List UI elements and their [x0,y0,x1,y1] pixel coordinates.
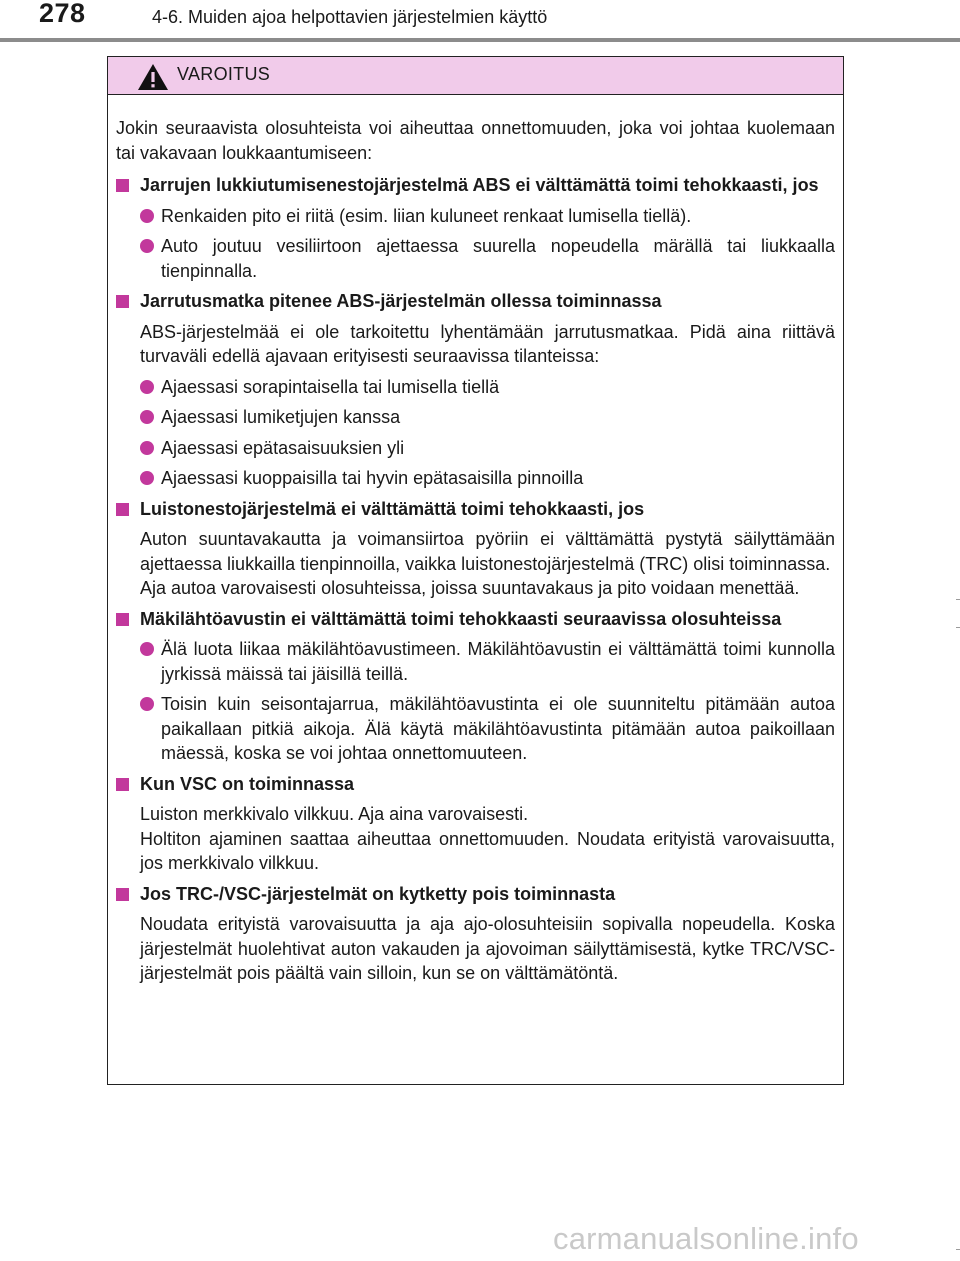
section-trc-vsc-off [116,882,835,986]
list-item: Toisin kuin seisontajarrua, mäkilähtöavustinta ei ole suunniteltu pitämään autoa paikallaan pitkiä aikoja. Älä käytä mäkilähtöavustinta pitämään autoa paikoillaan mäessä, koska se voi johtaa onnettomuuteen. [116,692,835,766]
square-bullet-icon [116,778,129,791]
section-trc [116,497,835,601]
margin-mark [956,1249,960,1250]
round-bullet-icon [140,239,154,253]
section-abs [116,173,835,283]
list-item: Ajaessasi sorapintaisella tai lumisella tiellä [116,375,835,400]
square-bullet-icon [116,179,129,192]
list-item: Ajaessasi lumiketjujen kanssa [116,405,835,430]
list-item: Älä luota liikaa mäkilähtöavustimeen. Mäkilähtöavustin ei välttämättä toimi kunnolla jyrkissä mäissä tai jäisillä teillä. [116,637,835,686]
margin-mark [956,627,960,628]
warning-body [108,95,843,986]
section-text: Luiston merkkivalo vilkkuu. Aja aina varovaisesti. [140,804,529,824]
section-heading: Jos TRC-/VSC-järjestelmät on kytketty pois toiminnasta [116,882,835,907]
watermark: carmanualsonline.info [553,1221,859,1256]
section-heading: Jarrutusmatka pitenee ABS-järjestelmän ollessa toiminnassa [116,289,835,314]
warning-triangle-icon [136,62,170,92]
section-text: Aja autoa varovaisesti olosuhteissa, joissa suuntavakaus ja pito voidaan menettää. [140,578,800,598]
section-vsc [116,772,835,876]
square-bullet-icon [116,613,129,626]
section-hill-start-assist [116,607,835,766]
section-text: Auton suuntavakautta ja voimansiirtoa pyöriin ei välttämättä pystytä säilyttämään ajettaessa liukkailla tienpinnoilla, vaikka luistonestojärjestelmä (TRC) olisi toiminnassa. [140,529,835,574]
section-text: Noudata erityistä varovaisuutta ja aja ajo-olosuhteisiin sopivalla nopeudella. Koska järjestelmät huolehtivat auton vakauden ja ajovoiman säilyttämisestä, kytke TRC/VSC-järjestelmät pois päältä vain silloin, kun se on välttämätöntä. [140,914,835,983]
section-title: 4-6. Muiden ajoa helpottavien järjestelmien käyttö [152,7,548,27]
page-number: 278 [39,0,86,28]
section-heading: Mäkilähtöavustin ei välttämättä toimi tehokkaasti seuraavissa olosuhteissa [116,607,835,632]
square-bullet-icon [116,503,129,516]
round-bullet-icon [140,697,154,711]
list-item: Ajaessasi epätasaisuuksien yli [116,436,835,461]
round-bullet-icon [140,209,154,223]
square-bullet-icon [116,888,129,901]
margin-mark [956,599,960,600]
section-braking-distance [116,289,835,491]
round-bullet-icon [140,410,154,424]
round-bullet-icon [140,471,154,485]
section-heading: Kun VSC on toiminnassa [116,772,835,797]
header-rule [0,38,960,42]
warning-box [107,56,844,1085]
round-bullet-icon [140,642,154,656]
warning-intro: Jokin seuraavista olosuhteista voi aiheuttaa onnettomuuden, joka voi johtaa kuolemaan tai vakavaan loukkaantumiseen: [116,118,835,163]
section-heading: Luistonestojärjestelmä ei välttämättä toimi tehokkaasti, jos [116,497,835,522]
section-text: ABS-järjestelmää ei ole tarkoitettu lyhentämään jarrutusmatkaa. Pidä aina riittävä turvaväli edellä ajavaan erityisesti seuraavissa tilanteissa: [140,321,835,366]
list-item: Auto joutuu vesiliirtoon ajettaessa suurella nopeudella märällä tai liukkaalla tienpinnalla. [116,234,835,283]
list-item: Renkaiden pito ei riitä (esim. liian kuluneet renkaat lumisella tiellä). [116,204,835,229]
warning-header [108,57,843,95]
section-heading: Jarrujen lukkiutumisenestojärjestelmä ABS ei välttämättä toimi tehokkaasti, jos [116,173,835,198]
warning-title: VAROITUS [177,64,271,84]
square-bullet-icon [116,295,129,308]
round-bullet-icon [140,441,154,455]
round-bullet-icon [140,380,154,394]
section-text: Holtiton ajaminen saattaa aiheuttaa onnettomuuden. Noudata erityistä varovaisuutta, jos merkkivalo vilkkuu. [140,828,835,873]
list-item: Ajaessasi kuoppaisilla tai hyvin epätasaisilla pinnoilla [116,466,835,491]
